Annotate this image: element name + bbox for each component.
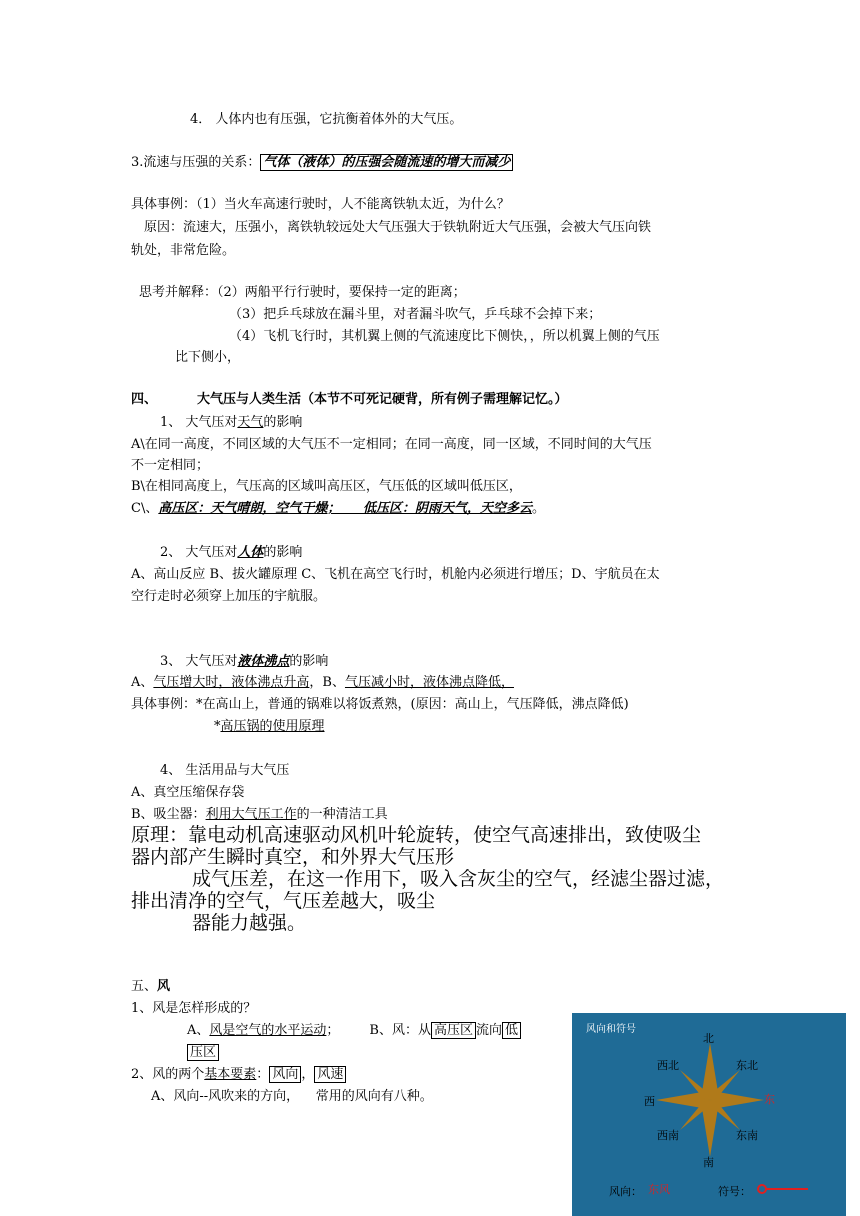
text-line: 不一定相同； (131, 458, 210, 473)
text-line: 具体事例：（1）当火车高速行驶时，人不能离铁轨太近，为什么？ (131, 197, 510, 212)
underlined-term: 基本要素 (204, 1067, 257, 1082)
label: 的影响 (289, 654, 329, 669)
text-line (131, 151, 513, 170)
wind-direction-figure (572, 1013, 846, 1216)
text-line: 比下侧小， (175, 350, 241, 365)
boxed-term: 高压区 (431, 1022, 476, 1039)
compass-label-e: 东 (764, 1093, 775, 1106)
text-line: B\在相同高度上，气压高的区域叫高压区，气压低的区域叫低压区， (131, 479, 522, 494)
label: ， (301, 1067, 315, 1082)
underlined-term: 液体沸点 (237, 654, 290, 669)
compass-label-s: 南 (703, 1156, 714, 1169)
subheading (160, 411, 302, 430)
text-line (187, 1041, 219, 1060)
label: ，B、 (309, 675, 345, 690)
text-line (131, 671, 514, 690)
text-line-large: 器能力越强。 (192, 912, 307, 934)
text-line: 空行走时必须穿上加压的宇航服。 (131, 589, 327, 604)
label: B、吸尘器： (131, 807, 206, 822)
label: 3、 大气压对 (160, 654, 238, 669)
text-line: A、真空压缩保存袋 (131, 785, 245, 800)
figure-title: 风向和符号 (586, 1024, 636, 1035)
text-line: （3）把乒乓球放在漏斗里，对者漏斗吹气，乒乓球不会掉下来； (229, 307, 602, 322)
text-line (187, 1019, 521, 1038)
label: 1、 大气压对 (160, 415, 238, 430)
text-line: A、风向--风吹来的方向， 常用的风向有八种。 (151, 1089, 433, 1104)
compass-label-w: 西 (644, 1095, 655, 1108)
compass-label-nw: 西北 (657, 1059, 679, 1072)
boxed-emphasis: 气体（液体）的压强会随流速的增大而减少 (260, 154, 513, 171)
label: * (214, 719, 221, 734)
text-line: 具体事例：*在高山上，普通的锅难以将饭煮熟，(原因：高山上，气压降低，沸点降低) (131, 697, 629, 712)
label: 3.流速与压强的关系： (131, 155, 261, 170)
underlined-term: 天气 (237, 415, 264, 430)
label: 2、风的两个 (131, 1067, 205, 1082)
label: 的影响 (263, 415, 303, 430)
compass-label-sw: 西南 (657, 1129, 679, 1142)
section-heading (131, 388, 568, 407)
emphasis: 高压区：天气晴朗，空气干燥； 低压区：阴雨天气，天空多云 (158, 501, 532, 516)
subheading (160, 541, 302, 560)
section-title: 风 (157, 979, 171, 994)
underlined-text: 高压锅的使用原理 (220, 719, 325, 734)
text-line: A、高山反应 B、拔火罐原理 C、飞机在高空飞行时，机舱内必须进行增压；D、宇航员在太 (131, 567, 660, 582)
underlined-text: 风是空气的水平运动 (209, 1023, 327, 1038)
subheading (160, 650, 328, 669)
compass-label-ne: 东北 (736, 1059, 758, 1072)
label: ； (326, 1023, 340, 1038)
boxed-term: 风向 (269, 1066, 301, 1083)
label: B、风：从 (369, 1023, 431, 1038)
label: A、 (187, 1023, 210, 1038)
text-line: 思考并解释：（2）两船平行行驶时，要保持一定的距离； (139, 285, 466, 300)
subheading: 4、 生活用品与大气压 (160, 763, 290, 778)
compass-label-n: 北 (703, 1032, 714, 1045)
underlined-text: 利用大气压工作 (205, 807, 297, 822)
underlined-text: 气压减小时，液体沸点降低， (344, 675, 514, 690)
text-line: 1、风是怎样形成的？ (131, 1001, 257, 1016)
boxed-term: 风速 (314, 1066, 346, 1083)
compass-label-se: 东南 (736, 1129, 758, 1142)
text-line: A\在同一高度，不同区域的大气压不一定相同；在同一高度，同一区域，不同时间的大气压 (131, 437, 652, 452)
section-title: 大气压与人类生活（本节不可死记硬背，所有例子需理解记忆。） (197, 392, 568, 407)
wind-symbol-circle (758, 1185, 766, 1193)
text-line (131, 1063, 346, 1082)
symbol-label: 符号： (718, 1185, 751, 1198)
section-number: 四、 (131, 392, 158, 407)
section-heading (131, 975, 170, 994)
text-line-large: 成气压差，在这一作用下，吸入含灰尘的空气，经滤尘器过滤， (192, 868, 725, 890)
text-line-large: 原理：靠电动机高速驱动风机叶轮旋转，使空气高速排出，致使吸尘 (131, 824, 702, 846)
wind-direction-label: 风向： (609, 1185, 642, 1198)
label: C\、 (131, 501, 159, 516)
text-line: 4． 人体内也有压强，它抗衡着体外的大气压。 (190, 112, 463, 127)
underlined-term: 人体 (237, 545, 264, 560)
text-line: （4）飞机飞行时，其机翼上侧的气流速度比下侧快，，所以机翼上侧的气压 (229, 329, 660, 344)
label: 2、 大气压对 (160, 545, 238, 560)
label: ： (256, 1067, 270, 1082)
section-number: 五、 (131, 979, 158, 994)
wind-direction-value: 东风 (648, 1183, 670, 1196)
text-line-large: 排出清净的空气，气压差越大，吸尘 (131, 890, 436, 912)
label: 的影响 (263, 545, 303, 560)
text-line-large: 器内部产生瞬时真空，和外界大气压形 (131, 846, 455, 868)
boxed-term: 压区 (187, 1044, 219, 1061)
label: 。 (531, 501, 545, 516)
text-line: 轨处，非常危险。 (131, 243, 236, 258)
text-line: 原因：流速大，压强小，离铁轨较远处大气压强大于铁轨附近大气压强，会被大气压向铁 (144, 220, 652, 235)
underlined-text: 气压增大时，液体沸点升高 (153, 675, 310, 690)
label: A、 (131, 675, 154, 690)
boxed-term: 低 (502, 1022, 521, 1039)
label: 流向 (476, 1023, 503, 1038)
text-line (131, 497, 545, 516)
label: 的一种清洁工具 (296, 807, 388, 822)
text-line (214, 715, 325, 734)
